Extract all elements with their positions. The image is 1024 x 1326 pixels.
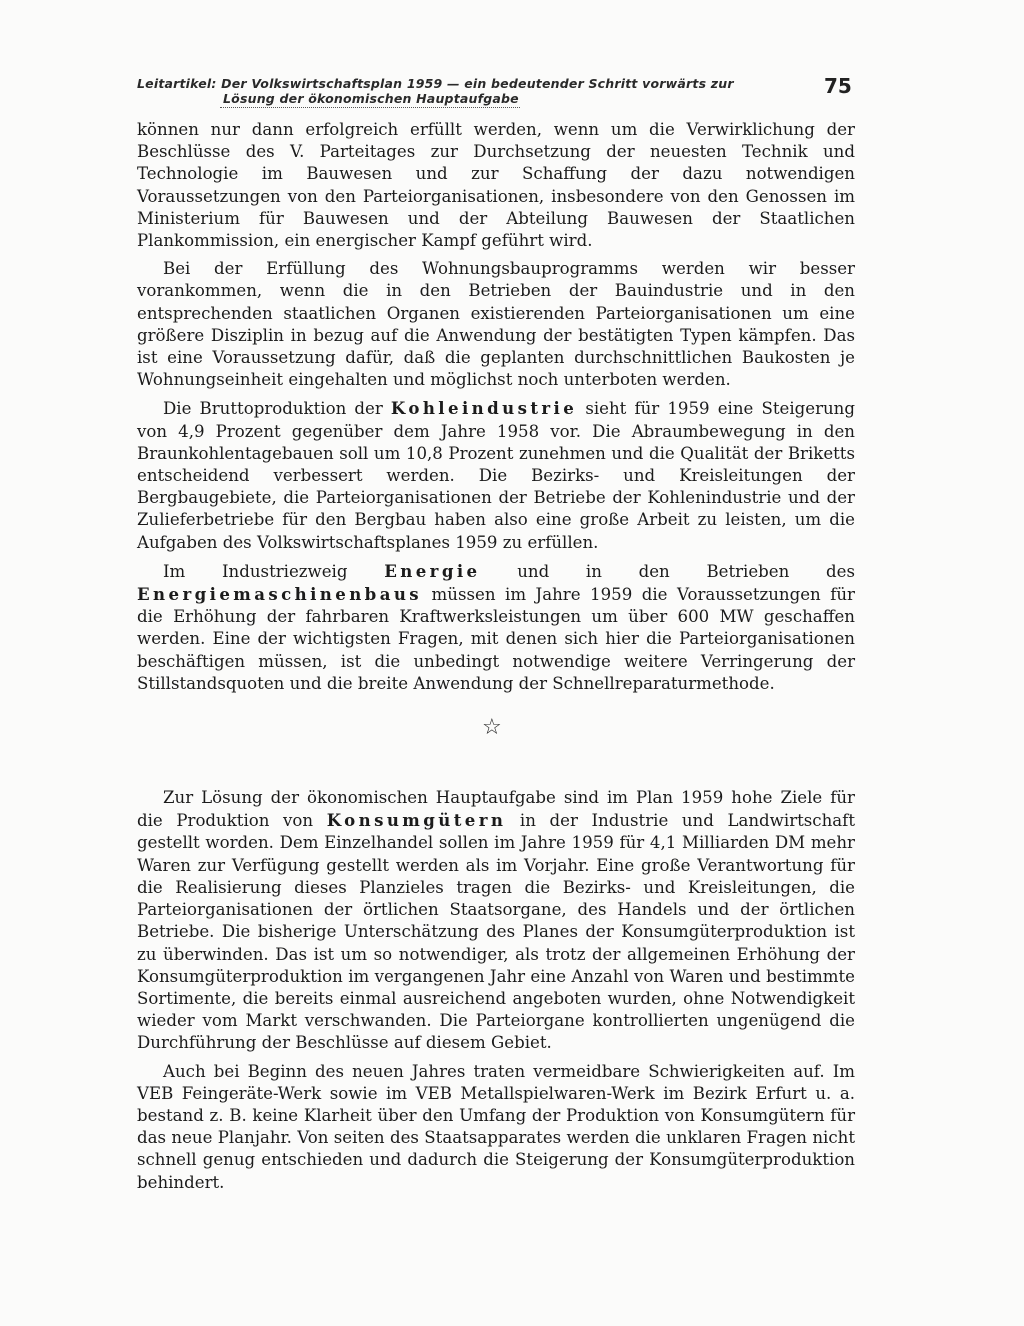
paragraph-4-text-e: müssen im Jahre 1959 die Voraussetzungen für die Erhöhung der fahrbaren Kraftwerksleistungen um über 600 MW geschaffen werden. Eine der wichtigsten Fragen, mit denen sich hier die Parteiorganisationen beschäftigen müssen, ist die unbedingt notwendige weitere Verringerung der Stillstandsquoten und die breite Anwendung der Schnellreparaturmethode. (137, 585, 855, 693)
paragraph-4-text-c: und in den Betrieben des (480, 561, 855, 581)
emphasis-konsumguetern: Konsumgütern (326, 810, 507, 831)
running-head-line-1: Leitartikel: Der Volkswirtschaftsplan 1959 — ein bedeutender Schritt vorwärts zur (137, 76, 734, 91)
page-number: 75 (824, 74, 852, 98)
paragraph-3-text-a: Die Bruttoproduktion der (163, 399, 391, 419)
paragraph-3-text-c: sieht für 1959 eine Steigerung von 4,9 Prozent gegenüber dem Jahre 1958 vor. Die Abraumbewegung in den Braunkohlentagebauen soll um 10,8 Prozent zunehmen und die Qualität der Briketts entscheidend verbessert werden. Die Bezirks- und Kreisleitungen der Bergbaugebiete, die Parteiorganisationen der Betriebe der Kohlenindustrie und der Zulieferbetriebe für den Bergbau haben also eine große Arbeit zu leisten, um die Aufgaben des Volkswirtschaftsplanes 1959 zu erfüllen. (137, 399, 855, 552)
emphasis-energie: Energie (384, 560, 481, 581)
paragraph-5-text-a: Zur Lösung der ökonomischen Hauptaufgabe sind im Plan 1959 hohe Ziele für die Produktion von (137, 788, 855, 831)
running-head-rule (220, 107, 520, 108)
paragraph-5-text-c: in der Industrie und Landwirtschaft gestellt worden. Dem Einzelhandel sollen im Jahre 1959 für 4,1 Milliarden DM mehr Waren zur Verfügung gestellt werden als im Vorjahr. Eine große Verantwortung für die Realisierung dieses Planzieles tragen die Bezirks- und Kreisleitungen, die Parteiorganisationen der örtlichen Staatsorgane, des Handels und der örtlichen Betriebe. Die bisherige Unterschätzung des Planes der Konsumgüterproduktion ist zu überwinden. Das ist um so notwendiger, als trotz der allgemeinen Erhöhung der Konsumgüterproduktion im vergangenen Jahr eine Anzahl von Waren und bestimmte Sortimente, die bereits einmal ausreichend angeboten wurden, ohne Notwendigkeit wieder vom Markt verschwanden. Die Parteiorgane kontrollierten ungenügend die Durchführung der Beschlüsse auf diesem Gebiet. (137, 811, 855, 1053)
emphasis-kohleindustrie: Kohleindustrie (390, 398, 578, 419)
paragraph-6: Auch bei Beginn des neuen Jahres traten vermeidbare Schwierigkeiten auf. Im VEB Feingeräte-Werk sowie im VEB Metallspielwaren-Werk im Bezirk Erfurt u. a. bestand z. B. keine Klarheit über den Umfang der Produktion von Konsumgütern für das neue Planjahr. Von seiten des Staatsapparates werden die unklaren Fragen nicht schnell genug entschieden und dadurch die Steigerung der Konsumgüterproduktion behindert. (137, 1061, 855, 1192)
article-body (137, 119, 855, 1194)
paragraph-5 (137, 787, 855, 1054)
emphasis-energiemaschinenbaus: Energiemaschinenbaus (137, 584, 423, 605)
paragraph-4 (137, 560, 855, 695)
paragraph-3 (137, 397, 855, 553)
running-head (137, 76, 777, 106)
star-icon: ☆ (482, 715, 502, 741)
paragraph-4-text-a: Im Industriezweig (163, 561, 385, 581)
running-head-line-2: Lösung der ökonomischen Hauptaufgabe (223, 91, 519, 106)
paragraph-2: Bei der Erfüllung des Wohnungsbauprogramms werden wir besser vorankommen, wenn die in den Betrieben der Bauindustrie und in den entsprechenden staatlichen Organen existierenden Parteiorganisationen um eine größere Disziplin in bezug auf die Anwendung der bestätigten Typen kämpfen. Das ist eine Voraussetzung dafür, daß die geplanten durchschnittlichen Baukosten je Wohnungseinheit eingehalten und möglichst noch unterboten werden. (137, 259, 855, 390)
paragraph-1: können nur dann erfolgreich erfüllt werden, wenn um die Verwirklichung der Beschlüsse des V. Parteitages zur Durchsetzung der neuesten Technik und Technologie im Bauwesen und zur Schaffung der dazu notwendigen Voraussetzungen von den Parteiorganisationen, insbesondere von den Genossen im Ministerium für Bauwesen und der Abteilung Bauwesen der Staatlichen Plankommission, ein energischer Kampf geführt wird. (137, 120, 855, 251)
section-divider (137, 695, 855, 787)
